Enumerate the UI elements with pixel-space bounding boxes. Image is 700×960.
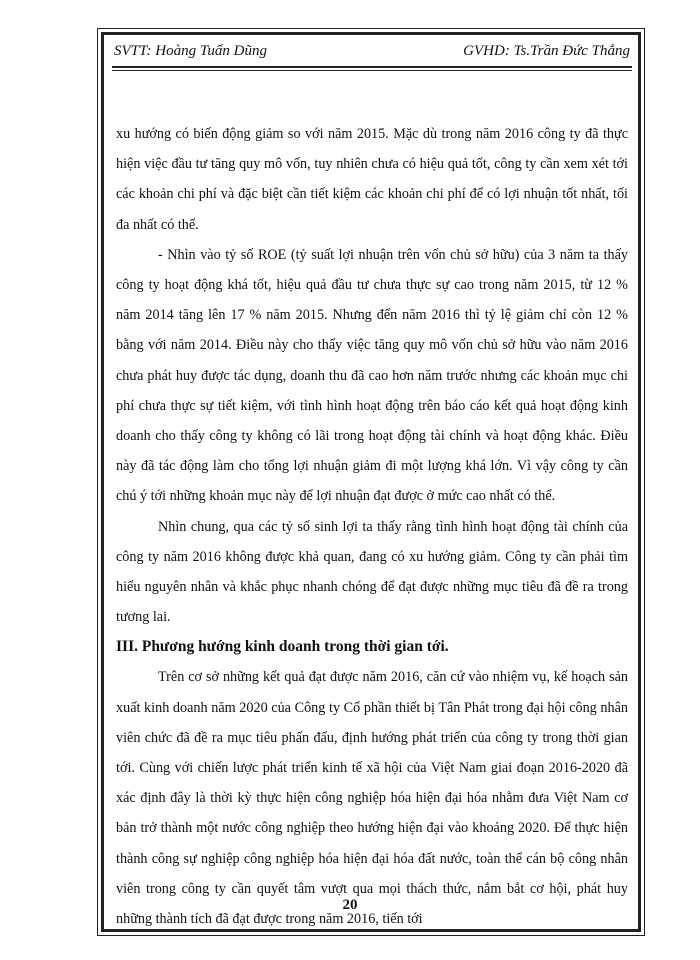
supervisor-name: GVHD: Ts.Trần Đức Thắng bbox=[463, 43, 630, 59]
paragraph-continuation: xu hướng có biến động giảm so với năm 2015. Mặc dù trong năm 2016 công ty đã thực hiện việc đầu tư tăng quy mô vốn, tuy nhiên chưa có hiệu quả tốt, công ty cần xem xét tới các khoản chi phí và đặc biệt cần tiết kiệm các khoản chi phí để có lợi nhuận tốt nhất, tối đa nhất có thể. bbox=[116, 126, 628, 233]
page-number: 20 bbox=[342, 897, 358, 913]
header-rule-thin bbox=[112, 70, 632, 71]
student-name: SVTT: Hoàng Tuấn Dũng bbox=[114, 43, 267, 59]
body-text bbox=[116, 119, 628, 934]
paragraph-roe-analysis: - Nhìn vào tỷ số ROE (tỷ suất lợi nhuận trên vốn chủ sở hữu) của 3 năm ta thấy công ty hoạt động khá tốt, hiệu quả đầu tư chưa thực sự cao trong năm 2015, từ 12 % năm 2014 tăng lên 17 % năm 2015. Nhưng đến năm 2016 thì tỷ lệ giảm chỉ còn 12 % bằng với năm 2014. Điều này cho thấy việc tăng quy mô vốn chủ sở hữu vào năm 2016 chưa phát huy được tác dụng, doanh thu đã cao hơn năm trước nhưng các khoản mục chi phí chưa thực sự tiết kiệm, với tình hình hoạt động trên báo cáo kết quả hoạt động kinh doanh cho thấy công ty không có lãi trong hoạt động tài chính và hoạt động khác. Điều này đã tác động làm cho tổng lợi nhuận giảm đi một lượng khá lớn. Vì vậy công ty cần chú ý tới những khoản mục này để lợi nhuận đạt được ở mức cao nhất có thể. bbox=[116, 246, 628, 505]
page-header bbox=[112, 43, 632, 65]
header-rule bbox=[112, 66, 632, 68]
paragraph-summary: Nhìn chung, qua các tỷ số sinh lợi ta thấy rằng tình hình hoạt động tài chính của công ty năm 2016 không được khả quan, đang có xu hướng giảm. Công ty cần phải tìm hiểu nguyên nhân và khắc phục nhanh chóng để đạt được những mục tiêu đã đề ra trong tương lai. bbox=[116, 518, 628, 626]
section-heading: III. Phương hướng kinh doanh trong thời gian tới. bbox=[116, 638, 449, 656]
paragraph-direction: Trên cơ sở những kết quả đạt được năm 2016, căn cứ vào nhiệm vụ, kế hoạch sản xuất kinh doanh năm 2020 của Công ty Cổ phần thiết bị Tân Phát trong đại hội công nhân viên chức đã đề ra mục tiêu phấn đấu, định hướng phát triển của công ty trong thời gian tới. Cùng với chiến lược phát triển kinh tế xã hội của Việt Nam giai đoạn 2016-2020 đã xác định đây là thời kỳ thực hiện công nghiệp hóa hiện đại hóa nhằm đưa Việt Nam cơ bản trở thành một nước công nghiệp theo hướng hiện đại vào khoảng 2020. Để thực hiện thành công sự nghiệp công nghiệp hóa hiện đại hóa đất nước, toàn thể cán bộ công nhân viên trong công ty cần quyết tâm vượt qua mọi thách thức, nắm bắt cơ hội, phát huy những thành tích đã đạt được trong năm 2016, tiến tới bbox=[116, 669, 628, 928]
